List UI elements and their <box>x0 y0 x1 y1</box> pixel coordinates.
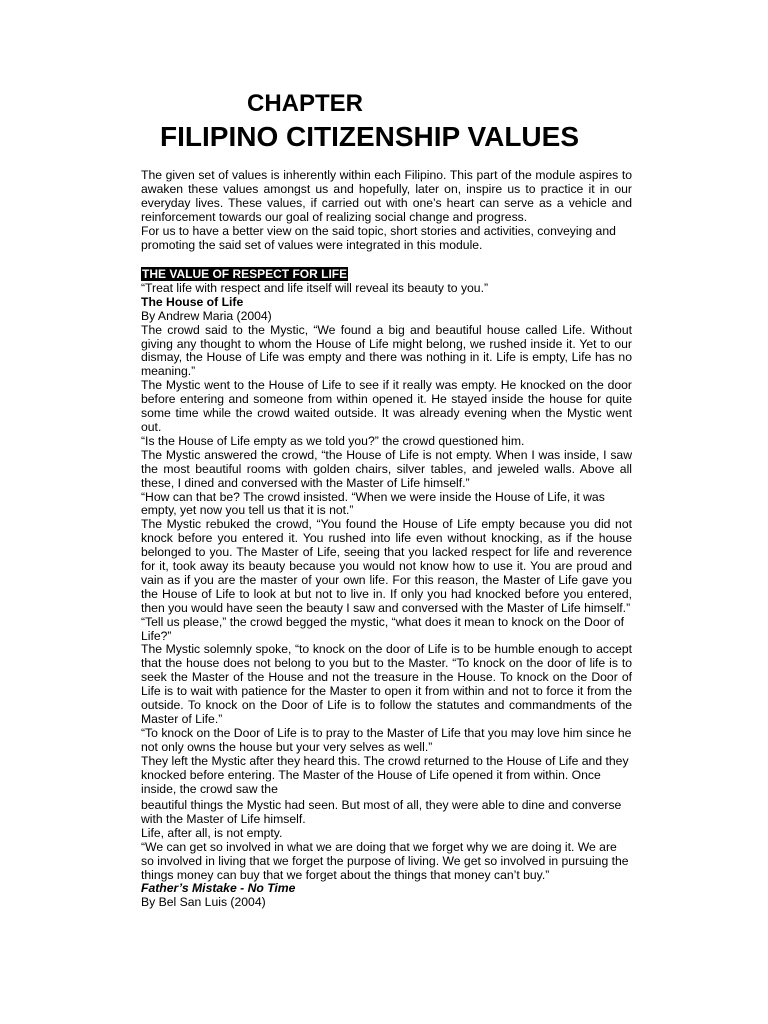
chapter-title: FILIPINO CITIZENSHIP VALUES <box>160 121 580 152</box>
story-title: The House of Life <box>141 294 244 309</box>
section-heading: THE VALUE OF RESPECT FOR LIFE <box>142 267 348 281</box>
chapter-label: CHAPTER <box>247 90 364 117</box>
story-title: Father’s Mistake - No Time <box>141 881 296 896</box>
story-byline: By Andrew Maria (2004) <box>141 308 272 323</box>
intro-section <box>141 169 632 252</box>
story-paragraph: “How can that be? The crowd insisted. “When we were inside the House of Life, it was empty, yet now you tell us that it is not.” <box>141 489 605 518</box>
story-paragraph: They left the Mystic after they heard this. The crowd returned to the House of Life and they knocked before entering. The Master of the House of Life opened it from within. Once inside, the crowd saw the <box>141 753 629 796</box>
story-paragraph: The Mystic answered the crowd, “the House of Life is not empty. When I was inside, I saw the most beautiful rooms with golden chairs, silver tables, and jeweled walls. Above all these, I dined and conversed with the Master of Life himself.” <box>141 447 632 490</box>
story-paragraph: The Mystic rebuked the crowd, “You found the House of Life empty because you did not knock before you entered it. You rushed into life even without knocking, as if the house belonged to you. The Master of Life, seeing that you lacked respect for life and reverence for it, took away its beauty because you would not know how to use it. You are proud and vain as if you are the master of your own life. For this reason, the Master of Life gave you the House of Life to look at but not to live in. If only you had knocked before you entered, then you would have seen the beauty I saw and conversed with the Master of Life himself.” <box>141 517 632 615</box>
story-section <box>141 267 632 796</box>
story-paragraph: Life, after all, is not empty. <box>141 825 283 840</box>
story-paragraph: “We can get so involved in what we are doing that we forget why we are doing it. We are so involved in living that we forget the purpose of living. We get so involved in pursuing the things money can buy that we forget about the things that money can’t buy.” <box>141 839 629 882</box>
story-paragraph: “Tell us please,” the crowd begged the mystic, “what does it mean to knock on the Door of Life?” <box>141 614 625 643</box>
story-paragraph: The Mystic went to the House of Life to see if it really was empty. He knocked on the door before entering and someone from within opened it. He stayed inside the house for quite some time while the crowd waited outside. It was already evening when the Mystic went out. <box>141 378 632 434</box>
section-quote: “Treat life with respect and life itself will reveal its beauty to you.” <box>141 280 489 295</box>
story-paragraph: “To knock on the Door of Life is to pray to the Master of Life that you may love him since he not only owns the house but your very selves as well.” <box>141 725 632 754</box>
intro-paragraph: For us to have a better view on the said topic, short stories and activities, conveying and promoting the said set of values were integrated in this module. <box>141 223 616 252</box>
story-paragraph: The crowd said to the Mystic, “We found a big and beautiful house called Life. Without giving any thought to whom the House of Life might belong, we rushed inside it. Yet to our dismay, the House of Life was empty and there was nothing in it. Life is empty, Life has no meaning.” <box>141 322 632 379</box>
intro-paragraph: The given set of values is inherently within each Filipino. This part of the module aspires to awaken these values amongst us and hopefully, later on, inspire us to practice it in our everyday lives. These values, if carried out with one’s heart can serve as a vehicle and reinforcement towards our goal of realizing social change and progress. <box>141 168 632 224</box>
story-paragraph: beautiful things the Mystic had seen. But most of all, they were able to dine and converse with the Master of Life himself. <box>141 798 622 826</box>
story-paragraph: “Is the House of Life empty as we told you?” the crowd questioned him. <box>141 433 525 448</box>
story-paragraph: The Mystic solemnly spoke, “to knock on the door of Life is to be humble enough to accept that the house does not belong to you but to the Master. “To knock on the door of life is to seek the Master of the House and not the treasure in the House. To knock on the Door of Life is to wait with patience for the Master to open it from within and not to force it from the outside. To knock on the Door of Life is to follow the statutes and commandments of the Master of Life.” <box>141 642 632 726</box>
story-byline: By Bel San Luis (2004) <box>141 895 266 910</box>
story-continuation <box>141 799 632 910</box>
